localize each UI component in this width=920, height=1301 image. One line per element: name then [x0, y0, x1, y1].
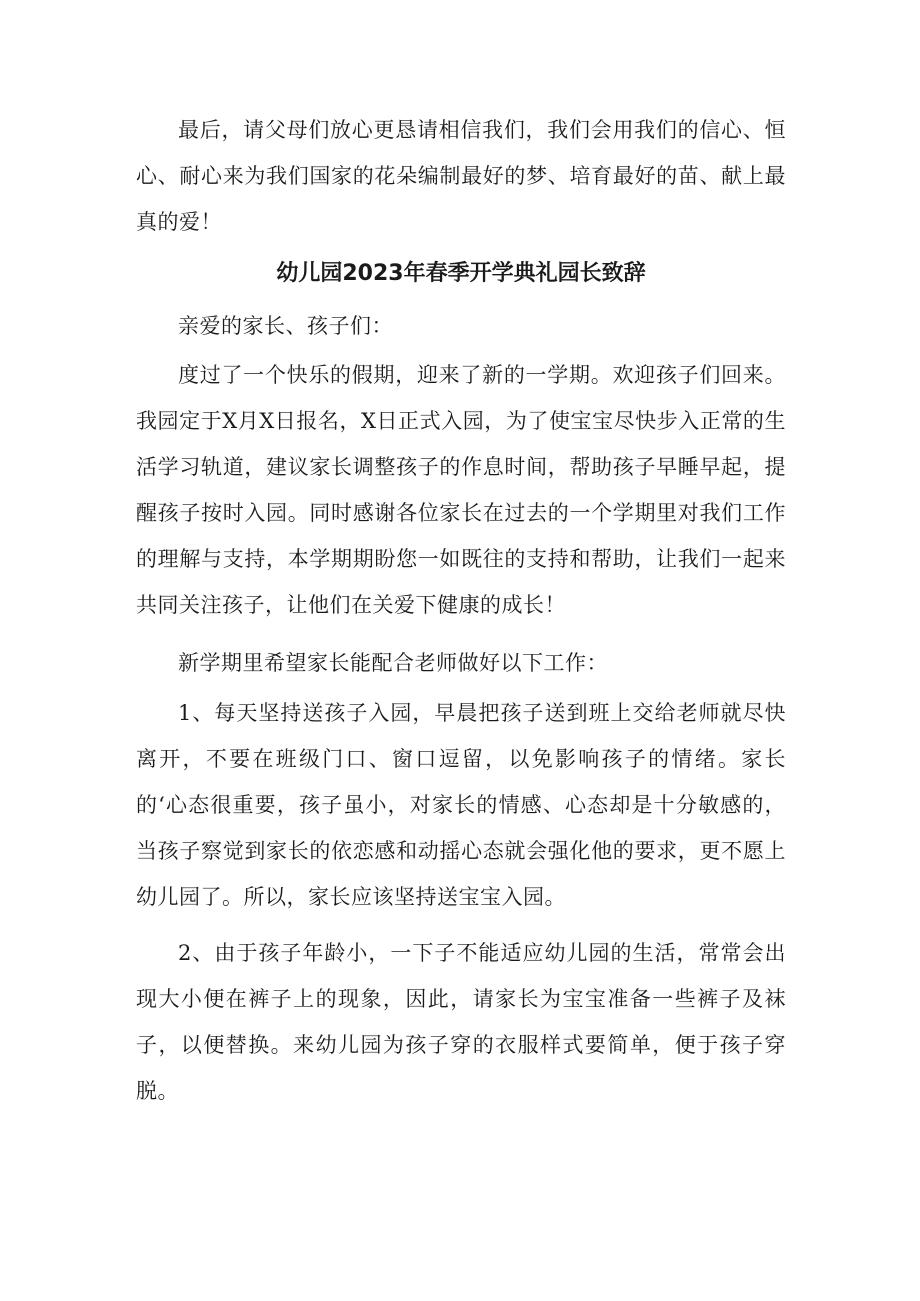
intro-paragraph: 新学期里希望家长能配合老师做好以下工作：	[178, 651, 608, 675]
greeting-line: 亲爱的家长、孩子们：	[178, 314, 393, 338]
body-paragraph: 度过了一个快乐的假期，迎来了新的一学期。欢迎孩子们回来。我园定于X月X日报名，X日正式入园，为了使宝宝尽快步入正常的生活学习轨道，建议家长调整孩子的作息时间，帮助孩子早睡早起，提醒孩子按时入园。同时感谢各位家长在过去的一个学期里对我们工作的理解与支持，本学期期盼您一如既往的支持和帮助，让我们一起来共同关注孩子，让他们在关爱下健康的成长！	[136, 363, 786, 617]
list-item: 1、每天坚持送孩子入园，早晨把孩子送到班上交给老师就尽快离开，不要在班级门口、窗口逗留，以免影响孩子的情绪。家长的‘心态很重要，孩子虽小，对家长的情感、心态却是十分敏感的，当孩子察觉到家长的依恋感和动摇心态就会强化他的要求，更不愿上幼儿园了。所以，家长应该坚持送宝宝入园。	[136, 701, 786, 909]
document-title: 幼儿园2023年春季开学典礼园长致辞	[276, 261, 646, 286]
closing-paragraph: 最后，请父母们放心更恳请相信我们，我们会用我们的信心、恒心、耐心来为我们国家的花朵编制最好的梦、培育最好的苗、献上最真的爱！	[136, 118, 786, 234]
list-item: 2、由于孩子年龄小，一下子不能适应幼儿园的生活，常常会出现大小便在裤子上的现象，因此，请家长为宝宝准备一些裤子及袜子，以便替换。来幼儿园为孩子穿的衣服样式要简单，便于孩子穿脱。	[136, 941, 786, 1103]
